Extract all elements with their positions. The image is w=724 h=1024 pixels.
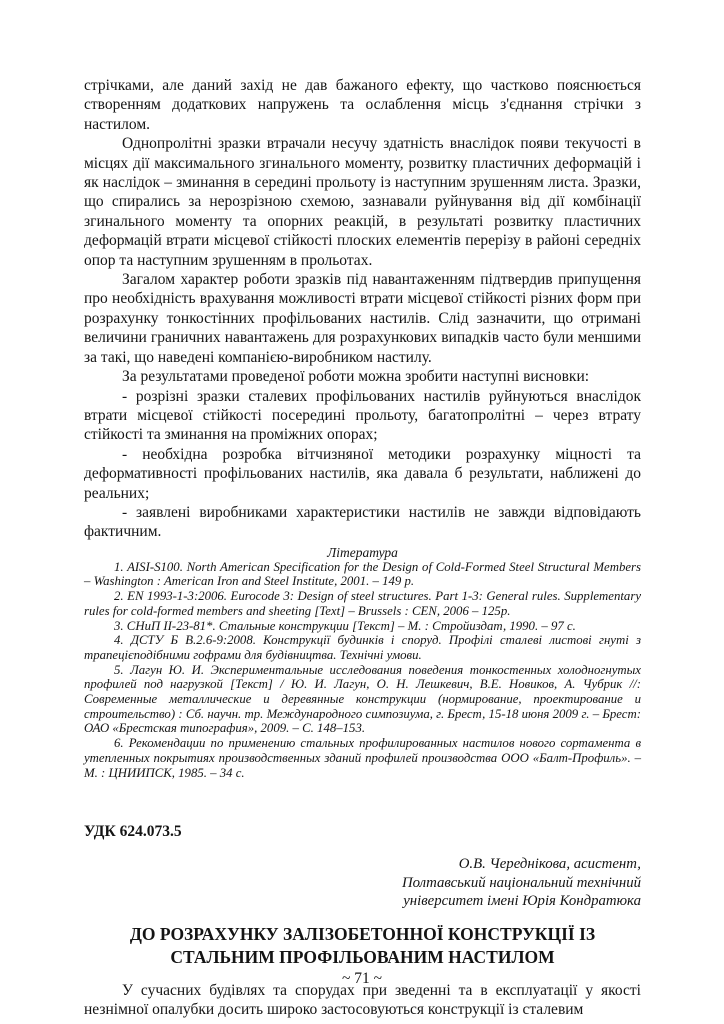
intro-paragraph: У сучасних будівлях та спорудах при зведенні та в експлуатації у якості незнімної опалубки досить широко застосовуються конструкції із сталевим — [84, 982, 641, 1019]
reference-item: 1. AISI-S100. North American Specification for the Design of Cold-Formed Steel Structural Members – Washington : American Iron and Steel Institute, 2001. – 149 р. — [84, 559, 641, 589]
reference-item: 4. ДСТУ Б В.2.6-9:2008. Конструкції будинків і споруд. Профілі сталеві листові гнуті з трапецієподібними гофрами для будівництва. Технічні умови. — [84, 633, 641, 662]
author-line: Полтавський національний технічний — [401, 874, 641, 891]
udk-code: УДК 624.073.5 — [84, 823, 182, 841]
paragraph: За результатами проведеної роботи можна зробити наступні висновки: — [122, 368, 590, 386]
author-line: О.В. Череднікова, асистент, — [458, 856, 641, 873]
paragraph: Загалом характер роботи зразків під навантаженням підтвердив припущення про необхідність врахування можливості втрати місцевої стійкості різних форм при розрахунку тонкостінних профільованих настилів. Слід зазначити, що отримані величини граничних навантажень для розрахункових випадків часто були меншими за такі, що наведені компанією-виробником настилу. — [84, 271, 641, 366]
reference-item: 5. Лагун Ю. И. Экспериментальные исследования поведения тонкостенных холодногнутых профилей под нагрузкой [Текст] / Ю. И. Лагун, О. Н. Лешкевич, В.Е. Новиков, А. Чубрик //: Современные металлические и деревянные конструкции (нормирование, проектирование и строительство) : Сб. научн. тр. Международного симпозиума, г. Брест, 15-18 июня 2009 г. – Брест: ОАО «Брестская типография», 2009. – С. 148–153. — [84, 662, 641, 736]
page-number: ~ 71 ~ — [341, 970, 383, 987]
article-title: ДО РОЗРАХУНКУ ЗАЛІЗОБЕТОННОЇ КОНСТРУКЦІЇ ІЗ СТАЛЬНИМ ПРОФІЛЬОВАНИМ НАСТИЛОМ — [129, 924, 596, 967]
conclusion-item: - заявлені виробниками характеристики настилів не завжди відповідають фактичним. — [84, 503, 641, 541]
paragraph: Однопролітні зразки втрачали несучу здатність внаслідок появи текучості в місцях дії максимального згинального моменту, розвитку пластичних деформацій і як наслідок – зминання в середині прольоту із наступним зрушенням листа. Зразки, що спирались за нерозрізною схемою, зазнавали руйнування від дії комбінації згинального моменту та опорних реакцій, в результаті розвитку пластичних деформацій втрати місцевої стійкості плоских елементів перерізу в районі середніх опор та наступним зрушенням в прольотах. — [84, 135, 641, 269]
conclusion-item: - необхідна розробка вітчизняної методики розрахунку міцності та деформативності профільованих настилів, яка давала б результати, наближені до реальних; — [84, 445, 641, 502]
conclusion-item: - розрізні зразки сталевих профільованих настилів руйнуються внаслідок втрати місцевої стійкості посередині прольоту, багатопролітні – через втрату стійкості та зминання на проміжних опорах; — [84, 387, 641, 444]
reference-item: 2. EN 1993-1-3:2006. Eurocode 3: Design of steel structures. Part 1-3: General rules. Supplementary rules for cold-formed members and sheeting [Text] – Brussels : CEN, 2006 – 125р. — [84, 589, 641, 618]
reference-item: 6. Рекомендации по применению стальных профилированных настилов нового сортамента в утепленных покрытиях производственных зданий профилей производства ООО «Балт-Профиль». – М. : ЦНИИПСК, 1985. – 34 с. — [84, 736, 641, 780]
literature-heading: Література — [327, 544, 398, 560]
author-block — [84, 855, 641, 911]
reference-item: 3. СНиП II-23-81*. Стальные конструкции [Текст] – М. : Стройиздат, 1990. – 97 с. — [114, 618, 576, 633]
paragraph: стрічками, але даний захід не дав бажаного ефекту, що частково пояснюється створенням додаткових напружень та ослаблення місць з'єднання стрічки з настилом. — [84, 77, 641, 133]
text-block — [84, 76, 641, 1020]
author-line: університет імені Юрія Кондратюка — [403, 893, 641, 910]
